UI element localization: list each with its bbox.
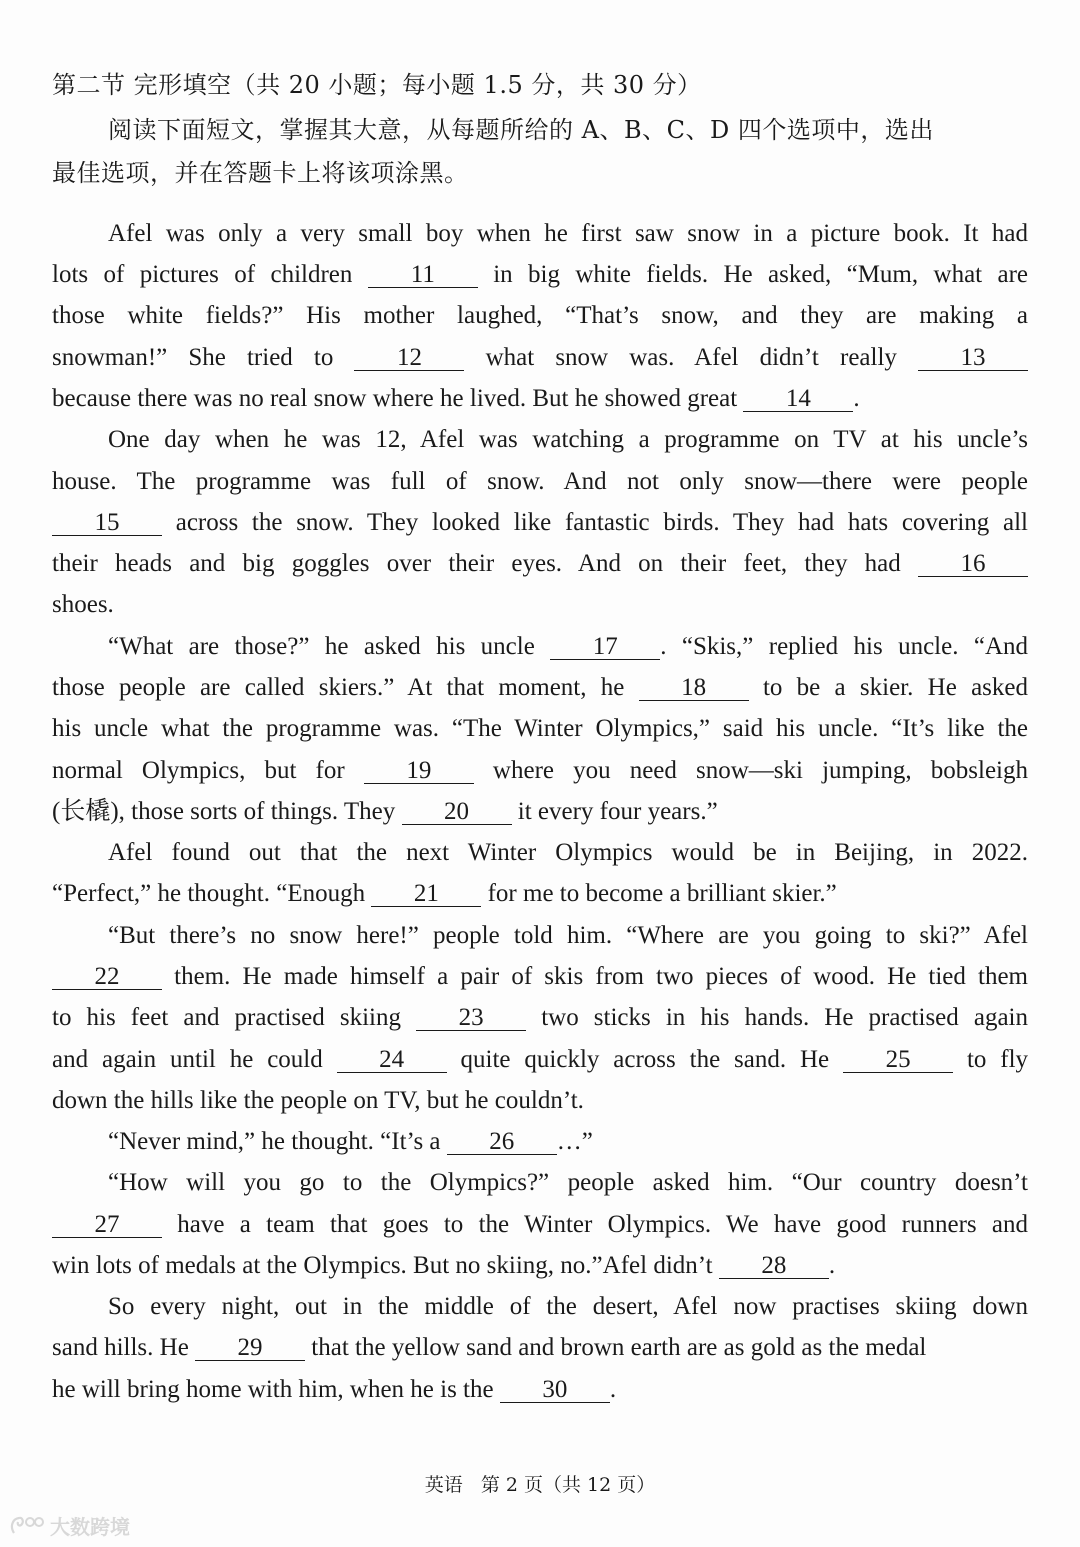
text: lots of pictures of children <box>52 261 353 288</box>
text: where you need snow—ski jumping, bobsleigh <box>492 757 1028 784</box>
passage-line: Afel was only a very small boy when he first saw snow in a picture book. It had <box>108 220 1028 247</box>
passage-line <box>52 1333 1028 1363</box>
page-footer <box>0 1470 1080 1497</box>
text: that the yellow sand and brown earth are as gold as the medal <box>311 1334 927 1361</box>
text: to his feet and practised skiing <box>52 1004 401 1031</box>
text: because there was no real snow where he lived. But he showed great <box>52 385 738 412</box>
text: win lots of medals at the Olympics. But no skiing, no.”Afel didn’t <box>52 1252 713 1279</box>
passage-line <box>52 962 1028 992</box>
blank-15: 15 <box>52 511 162 536</box>
text: . <box>828 1252 836 1279</box>
text: have a team that goes to the Winter Olympics. We have good runners and <box>177 1211 1028 1238</box>
text: and again until he could <box>52 1046 323 1073</box>
passage-line <box>52 260 1028 290</box>
passage-line <box>52 508 1028 538</box>
blank-25: 25 <box>843 1048 953 1073</box>
passage-line: “How will you go to the Olympics?” people asked him. “Our country doesn’t <box>108 1169 1028 1196</box>
passage-line: So every night, out in the middle of the desert, Afel now practises skiing down <box>108 1293 1028 1320</box>
text: their heads and big goggles over their eyes. And on their feet, they had <box>52 550 901 577</box>
footer-page-info: 第 2 页（共 12 页） <box>480 1474 656 1496</box>
text: it every four years.” <box>517 798 718 825</box>
blank-26: 26 <box>447 1130 557 1155</box>
passage-line: house. The programme was full of snow. And not only snow—there were people <box>52 468 1028 495</box>
text: “Never mind,” he thought. “It’s a <box>108 1128 441 1155</box>
passage-line <box>52 1045 1028 1075</box>
blank-18: 18 <box>639 676 749 701</box>
text: . “Skis,” replied his uncle. “And <box>660 633 1029 660</box>
passage-line: “But there’s no snow here!” people told him. “Where are you going to ski?” Afel <box>108 922 1028 949</box>
text: he will bring home with him, when he is the <box>52 1376 494 1403</box>
passage-line: those white fields?” His mother laughed, “That’s snow, and they are making a <box>52 302 1028 329</box>
passage-line <box>52 343 1028 373</box>
passage-line <box>108 1127 1028 1157</box>
passage-line <box>52 1251 1028 1281</box>
blank-16: 16 <box>918 552 1028 577</box>
text: snowman!” She tried to <box>52 344 334 371</box>
section-title: 第二节 完形填空（共 20 小题；每小题 1.5 分，共 30 分） <box>52 71 702 99</box>
passage-line <box>52 1375 1028 1405</box>
text: sand hills. He <box>52 1334 189 1361</box>
blank-27: 27 <box>52 1213 162 1238</box>
passage-line <box>52 384 1028 414</box>
text: them. He made himself a pair of skis from two pieces of wood. He tied them <box>174 963 1028 990</box>
blank-22: 22 <box>52 965 162 990</box>
text: quite quickly across the sand. He <box>460 1046 830 1073</box>
blank-28: 28 <box>719 1254 829 1279</box>
passage-line <box>52 673 1028 703</box>
text: (长橇), those sorts of things. They <box>52 798 396 825</box>
passage-line: One day when he was 12, Afel was watching a programme on TV at his uncle’s <box>108 426 1028 453</box>
blank-17: 17 <box>550 635 660 660</box>
footer-subject: 英语 <box>424 1474 463 1496</box>
blank-24: 24 <box>337 1048 447 1073</box>
passage-line <box>52 756 1028 786</box>
blank-12: 12 <box>354 346 464 371</box>
blank-19: 19 <box>364 759 474 784</box>
text: . <box>853 385 860 412</box>
text: those people are called skiers.” At that moment, he <box>52 674 625 701</box>
text: …” <box>556 1128 593 1155</box>
text: “Perfect,” he thought. “Enough <box>52 880 366 907</box>
text: normal Olympics, but for <box>52 757 345 784</box>
text: what snow was. Afel didn’t really <box>485 344 897 371</box>
text: two sticks in his hands. He practised again <box>541 1004 1028 1031</box>
brand-logo-icon <box>8 1513 46 1539</box>
passage-line <box>52 1210 1028 1240</box>
blank-14: 14 <box>743 387 853 412</box>
passage-line <box>108 632 1028 662</box>
text: to be a skier. He asked <box>762 674 1028 701</box>
blank-29: 29 <box>195 1336 305 1361</box>
passage-line: his uncle what the programme was. “The Winter Olympics,” said his uncle. “It’s like the <box>52 715 1028 742</box>
instruction-line: 阅读下面短文，掌握其大意，从每题所给的 A、B、C、D 四个选项中，选出 <box>108 116 934 144</box>
blank-21: 21 <box>371 882 481 907</box>
passage-line <box>52 549 1028 579</box>
passage-line <box>52 1003 1028 1033</box>
text: for me to become a brilliant skier.” <box>487 880 837 907</box>
instruction-line: 最佳选项，并在答题卡上将该项涂黑。 <box>52 159 469 187</box>
passage-line <box>52 879 1028 909</box>
blank-13: 13 <box>918 346 1028 371</box>
watermark <box>8 1511 130 1540</box>
passage-line <box>52 797 1028 827</box>
passage-line: shoes. <box>52 591 114 618</box>
blank-23: 23 <box>416 1006 526 1031</box>
blank-11: 11 <box>368 263 478 288</box>
passage-line: Afel found out that the next Winter Olympics would be in Beijing, in 2022. <box>108 839 1028 866</box>
text: across the snow. They looked like fantastic birds. They had hats covering all <box>175 509 1028 536</box>
blank-20: 20 <box>402 800 512 825</box>
passage-line: down the hills like the people on TV, but he couldn’t. <box>52 1087 584 1114</box>
blank-30: 30 <box>500 1378 610 1403</box>
text: “What are those?” he asked his uncle <box>108 633 535 660</box>
text: . <box>609 1376 617 1403</box>
text: to fly <box>966 1046 1029 1073</box>
text: in big white fields. He asked, “Mum, what are <box>493 261 1029 288</box>
watermark-text: 大数跨境 <box>50 1515 130 1539</box>
